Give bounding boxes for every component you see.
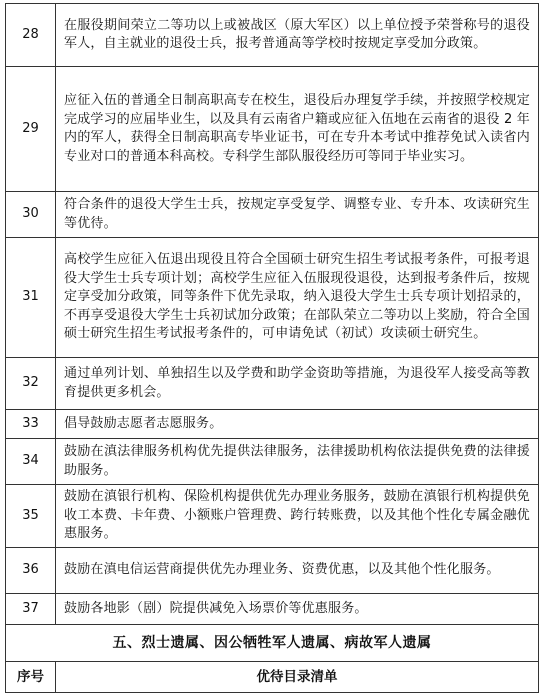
benefits-table <box>5 3 539 693</box>
row-number: 32 <box>6 358 56 410</box>
table-row <box>6 485 539 548</box>
row-number: 37 <box>6 594 56 625</box>
section-title: 五、烈士遗属、因公牺牲军人遗属、病故军人遗属 <box>6 625 539 662</box>
row-text: 鼓励各地影（剧）院提供减免入场票价等优惠服务。 <box>56 594 539 625</box>
table-row <box>6 548 539 594</box>
table-row <box>6 4 539 67</box>
row-text: 应征入伍的普通全日制高职高专在校生，退役后办理复学手续，并按照学校规定完成学习的应届毕业生，以及具有云南省户籍或应征入伍地在云南省的退役 2 年内的军人，获得全日制高职高专毕业证书，可在专升本考试中推荐免试入读省内专业对口的普通本科高校。专科学生部队服役经历可等同于毕业实习。 <box>56 67 539 192</box>
table-header-row <box>6 662 539 693</box>
table-row <box>6 67 539 192</box>
table-row <box>6 358 539 410</box>
table-row <box>6 238 539 358</box>
row-text: 鼓励在滇银行机构、保险机构提供优先办理业务服务，鼓励在滇银行机构提供免收工本费、卡年费、小额账户管理费、跨行转账费，以及其他个性化专属金融优惠服务。 <box>56 485 539 548</box>
row-text: 鼓励在滇法律服务机构优先提供法律服务，法律援助机构依法提供免费的法律援助服务。 <box>56 439 539 485</box>
row-text: 在服役期间荣立二等功以上或被战区（原大军区）以上单位授予荣誉称号的退役军人，自主就业的退役士兵，报考普通高等学校时按规定享受加分政策。 <box>56 4 539 67</box>
row-number: 34 <box>6 439 56 485</box>
row-text: 符合条件的退役大学生士兵，按规定享受复学、调整专业、专升本、攻读研究生等优待。 <box>56 192 539 238</box>
table-row <box>6 410 539 439</box>
table-row <box>6 192 539 238</box>
document-page <box>5 3 538 697</box>
row-number: 36 <box>6 548 56 594</box>
row-number: 29 <box>6 67 56 192</box>
row-text: 通过单列计划、单独招生以及学费和助学金资助等措施，为退役军人接受高等教育提供更多机会。 <box>56 358 539 410</box>
row-number: 33 <box>6 410 56 439</box>
row-text: 倡导鼓励志愿者志愿服务。 <box>56 410 539 439</box>
row-number: 31 <box>6 238 56 358</box>
table-row <box>6 594 539 625</box>
table-row <box>6 439 539 485</box>
row-number: 28 <box>6 4 56 67</box>
header-number: 序号 <box>6 662 56 693</box>
row-text: 鼓励在滇电信运营商提供优先办理业务、资费优惠，以及其他个性化服务。 <box>56 548 539 594</box>
row-number: 35 <box>6 485 56 548</box>
header-list: 优待目录清单 <box>56 662 539 693</box>
section-title-row <box>6 625 539 662</box>
row-text: 高校学生应征入伍退出现役且符合全国硕士研究生招生考试报考条件，可报考退役大学生士兵专项计划；高校学生应征入伍服现役退役，达到报考条件后，按规定享受加分政策，同等条件下优先录取，纳入退役大学生士兵专项计划招录的，不再享受退役大学生士兵初试加分政策；在部队荣立二等功以上奖励，符合全国硕士研究生招生考试报考条件的，可申请免试（初试）攻读硕士研究生。 <box>56 238 539 358</box>
row-number: 30 <box>6 192 56 238</box>
